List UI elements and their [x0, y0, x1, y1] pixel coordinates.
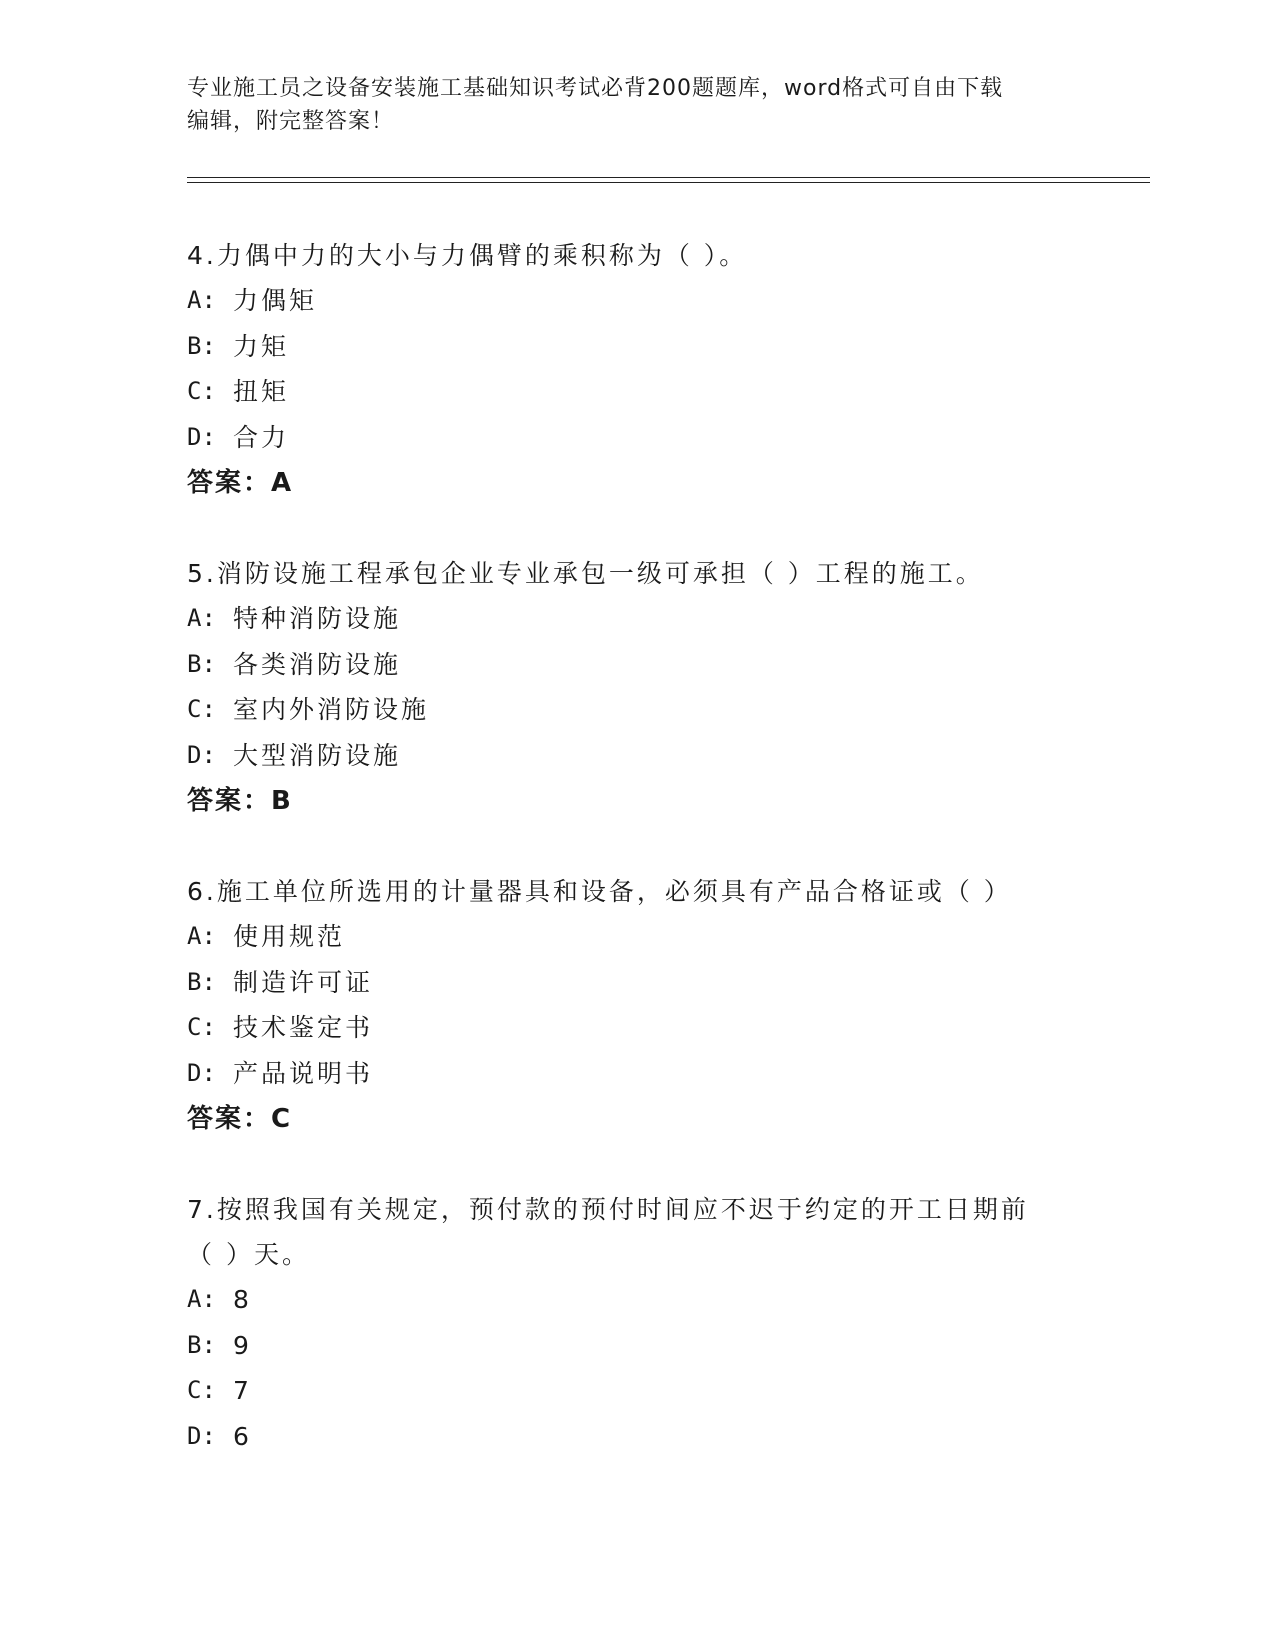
option-a — [187, 278, 1087, 324]
question-4 — [187, 233, 1087, 506]
answer-label: 答案： — [187, 468, 272, 498]
option-text: 6 — [233, 1421, 252, 1451]
option-text: 使用规范 — [233, 922, 346, 951]
header-line-2: 编辑，附完整答案！ — [187, 109, 395, 134]
option-c — [187, 1368, 1087, 1414]
option-text: 扭矩 — [233, 377, 290, 406]
option-letter: C: — [187, 1376, 216, 1404]
option-b — [187, 1323, 1087, 1369]
option-text: 各类消防设施 — [233, 649, 402, 679]
option-letter: B: — [187, 967, 216, 996]
option-letter: A: — [187, 922, 216, 950]
option-c — [187, 369, 1087, 415]
option-text: 产品说明书 — [233, 1058, 374, 1088]
answer-value: C — [271, 1104, 293, 1134]
option-text: 力矩 — [233, 331, 290, 361]
option-a — [187, 1277, 1087, 1323]
option-letter: D: — [187, 1421, 216, 1450]
option-letter: A: — [187, 604, 216, 632]
option-text: 9 — [233, 1330, 252, 1360]
option-c — [187, 1005, 1087, 1051]
option-d — [187, 733, 1087, 779]
option-letter: D: — [187, 740, 216, 769]
option-letter: B: — [187, 1330, 216, 1359]
question-stem: 6.施工单位所选用的计量器具和设备，必须具有产品合格证或（ ） — [187, 877, 1012, 906]
option-text: 特种消防设施 — [233, 604, 402, 633]
option-text: 8 — [233, 1285, 252, 1314]
question-7 — [187, 1187, 1087, 1459]
option-text: 大型消防设施 — [233, 740, 402, 770]
answer-line — [187, 460, 1087, 506]
option-letter: B: — [187, 331, 216, 360]
option-text: 技术鉴定书 — [233, 1013, 374, 1042]
header-divider-bottom — [187, 182, 1150, 183]
header-line-1: 专业施工员之设备安装施工基础知识考试必背200题题库，word格式可自由下载 — [187, 76, 1004, 101]
option-c — [187, 687, 1087, 733]
option-letter: C: — [187, 695, 216, 723]
option-letter: D: — [187, 422, 216, 451]
option-text: 力偶矩 — [233, 286, 318, 315]
option-letter: A: — [187, 286, 216, 314]
option-text: 合力 — [233, 422, 290, 452]
option-text: 室内外消防设施 — [233, 695, 430, 724]
question-stem-line-1: 7.按照我国有关规定，预付款的预付时间应不迟于约定的开工日期前 — [187, 1195, 1029, 1224]
answer-label: 答案： — [187, 786, 272, 816]
option-letter: D: — [187, 1058, 216, 1087]
question-stem-line-2: （ ）天。 — [187, 1240, 310, 1269]
option-d — [187, 1414, 1087, 1460]
answer-line — [187, 778, 1087, 824]
option-b — [187, 642, 1087, 688]
option-text: 制造许可证 — [233, 967, 374, 997]
answer-line — [187, 1096, 1087, 1142]
option-letter: C: — [187, 1013, 216, 1041]
document-header — [187, 72, 1087, 138]
option-a — [187, 914, 1087, 960]
answer-value: B — [271, 786, 293, 816]
answer-value: A — [271, 468, 294, 498]
option-letter: B: — [187, 649, 216, 678]
header-divider-top — [187, 177, 1150, 178]
answer-label: 答案： — [187, 1104, 272, 1134]
option-d — [187, 1051, 1087, 1097]
option-letter: A: — [187, 1285, 216, 1313]
option-d — [187, 415, 1087, 461]
option-letter: C: — [187, 377, 216, 405]
option-text: 7 — [233, 1376, 252, 1405]
question-6 — [187, 869, 1087, 1142]
question-stem: 4.力偶中力的大小与力偶臂的乘积称为（ ）。 — [187, 241, 748, 270]
question-5 — [187, 551, 1087, 824]
question-stem: 5.消防设施工程承包企业专业承包一级可承担（ ）工程的施工。 — [187, 559, 984, 588]
option-b — [187, 960, 1087, 1006]
option-a — [187, 596, 1087, 642]
option-b — [187, 324, 1087, 370]
